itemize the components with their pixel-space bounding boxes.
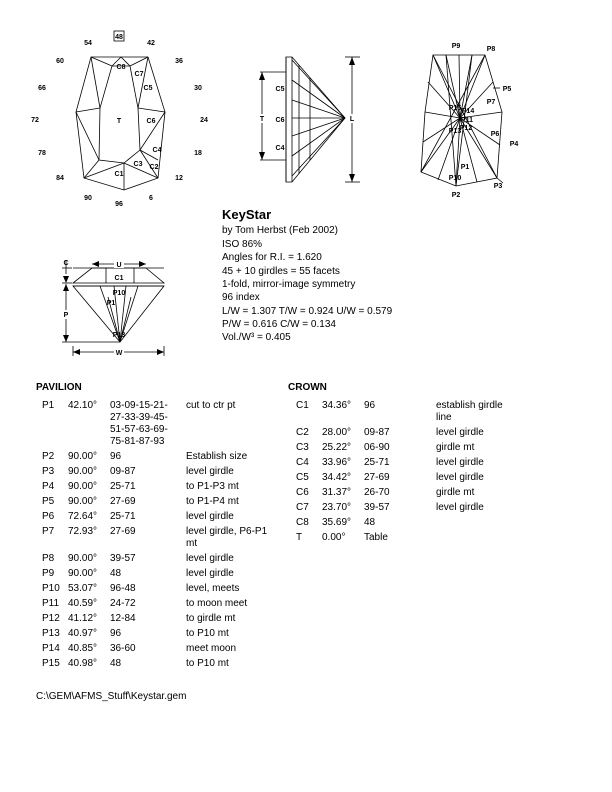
index-label: 30 [194,85,202,92]
facet-row [42,598,276,613]
facet-index: 27-69 [364,472,390,483]
facet-row [42,451,276,466]
facet-note: to moon meet [186,598,248,609]
facet-facet: P12 [42,613,60,624]
facet-note: girdle mt [436,487,475,498]
side-label-t: T [259,116,265,123]
facet-label-c2: C2 [149,164,159,171]
facet-label-c3: C3 [133,161,143,168]
pav-label-p13: P13 [448,128,462,135]
profile-label-p10: P10 [112,290,126,297]
pav-label-p8: P8 [486,46,496,53]
pav-label-p12: P12 [459,125,473,132]
facet-facet: P1 [42,400,55,411]
index-label: 84 [56,175,64,182]
facet-index: 26-70 [364,487,390,498]
facet-facet: P10 [42,583,60,594]
pav-label-p10: P10 [448,175,462,182]
pav-label-p3: P3 [493,183,503,190]
pav-label-p5: P5 [502,86,512,93]
facet-facet: P11 [42,598,60,609]
facet-angle: 0.00° [322,532,346,543]
facet-label-c1: C1 [114,171,124,178]
facet-angle: 23.70° [322,502,352,513]
crown-heading: CROWN [288,382,327,393]
info-line: L/W = 1.307 T/W = 0.924 U/W = 0.579 [222,306,393,317]
facet-label-c7: C7 [134,71,144,78]
facet-facet: C5 [296,472,309,483]
facet-row [42,553,276,568]
facet-note: level girdle [186,553,234,564]
index-label: 96 [115,201,123,208]
facet-angle: 31.37° [322,487,352,498]
facet-note: to P1-P4 mt [186,496,239,507]
facet-facet: C6 [296,487,309,498]
pav-label-p14: P14 [461,108,475,115]
facet-angle: 34.36° [322,400,352,411]
index-label: 78 [38,150,46,157]
pavilion-table [42,400,276,673]
side-label-l: L [349,116,355,123]
facet-note: level girdle [186,466,234,477]
facet-facet: C4 [296,457,309,468]
pavilion-face-diagram [415,38,525,203]
facet-index: 06-90 [364,442,390,453]
facet-index: 96 [364,400,376,411]
facet-row [296,457,526,472]
facet-index: 25-71 [364,457,390,468]
profile-label-c: C [63,260,69,267]
facet-index: 25-71 [110,511,136,522]
facet-row [296,472,526,487]
facet-facet: P6 [42,511,55,522]
facet-index: 48 [364,517,376,528]
facet-facet: C1 [296,400,309,411]
facet-row [42,643,276,658]
side-elevation-diagram [255,50,370,190]
facet-angle: 90.00° [68,466,98,477]
profile-label-u: U [116,262,122,269]
facet-angle: 72.64° [68,511,98,522]
facet-angle: 53.07° [68,583,98,594]
index-label: 48 [115,34,123,41]
pav-label-p9: P9 [451,43,461,50]
profile-label-p: P [63,312,69,319]
facet-facet: P3 [42,466,55,477]
facet-angle: 72.93° [68,526,98,537]
info-line: by Tom Herbst (Feb 2002) [222,225,338,236]
facet-index: 03-09-15-21- 27-33-39-45- 51-57-63-69- 75-81-87-93 [110,400,168,447]
pav-label-p11: P11 [460,117,474,124]
facet-note: to girdle mt [186,613,236,624]
side-label-c4: C4 [275,145,285,152]
facet-note: level girdle [436,457,484,468]
index-label: 36 [175,58,183,65]
facet-facet: C7 [296,502,309,513]
facet-index: 25-71 [110,481,136,492]
facet-note [436,532,526,547]
facet-index: 36-60 [110,643,136,654]
facet-row [296,427,526,442]
facet-index: 39-57 [364,502,390,513]
facet-index: 48 [110,658,122,669]
index-label: 42 [147,40,155,47]
facet-angle: 34.42° [322,472,352,483]
pav-label-p7: P7 [486,99,496,106]
index-label: 72 [31,117,39,124]
facet-angle: 90.00° [68,496,98,507]
profile-label-p1: P1 [106,300,116,307]
facet-label-t: T [116,118,122,125]
facet-index: 12-84 [110,613,136,624]
facet-row [42,628,276,643]
facet-note: cut to ctr pt [186,400,236,411]
index-label: 18 [194,150,202,157]
profile-label-p13: P13 [112,332,126,339]
facet-note: girdle mt [436,442,475,453]
facet-note: establish girdle line [436,400,503,423]
facet-row [42,568,276,583]
info-line: 1-fold, mirror-image symmetry [222,279,356,290]
profile-label-c1: C1 [114,275,124,282]
facet-angle: 41.12° [68,613,98,624]
facet-facet: C3 [296,442,309,453]
facet-note: level, meets [186,583,240,594]
info-line: 45 + 10 girdles = 55 facets [222,266,340,277]
pav-label-p1: P1 [460,164,470,171]
index-label: 66 [38,85,46,92]
facet-note: level girdle [436,472,484,483]
pav-label-p15: P15 [448,105,462,112]
facet-label-c8: C8 [116,64,126,71]
table-outline [99,66,140,163]
facet-facet: P8 [42,553,55,564]
index-label: 54 [84,40,92,47]
facet-note: meet moon [186,643,237,654]
facet-angle: 90.00° [68,568,98,579]
facet-row [296,532,526,547]
facet-note: to P10 mt [186,628,229,639]
facet-row [42,658,276,673]
info-line: Angles for R.I. = 1.620 [222,252,322,263]
facet-index: 27-69 [110,496,136,507]
facet-index: 96 [110,628,122,639]
facet-index: 09-87 [364,427,390,438]
facet-facet: P15 [42,658,60,669]
facet-angle: 28.00° [322,427,352,438]
facet-facet: P4 [42,481,55,492]
facet-angle: 35.69° [322,517,352,528]
facet-row [296,442,526,457]
side-label-c5: C5 [275,86,285,93]
facet-angle: 25.22° [322,442,352,453]
info-line: ISO 86% [222,239,263,250]
facet-row [42,526,276,553]
facet-note: to P10 mt [186,658,229,669]
facet-angle: 40.98° [68,658,98,669]
facet-note: Establish size [186,451,248,462]
facet-row [296,400,526,427]
crown-table [296,400,526,547]
facet-angle: 40.97° [68,628,98,639]
facet-angle: 42.10° [68,400,98,411]
facet-row [42,466,276,481]
info-line: 96 index [222,292,260,303]
facet-note [436,517,526,532]
pav-label-p4: P4 [509,141,519,148]
facet-note: to P1-P3 mt [186,481,239,492]
index-label: 90 [84,195,92,202]
facet-facet: T [296,532,303,543]
facet-label-c5: C5 [143,85,153,92]
crown-face-diagram [25,28,225,213]
index-label: 60 [56,58,64,65]
facet-facet: P14 [42,643,60,654]
facet-label-c4: C4 [152,147,162,154]
facet-index: Table [364,532,388,543]
facet-note: level girdle [436,427,484,438]
facet-note: level girdle [186,568,234,579]
facet-row [42,583,276,598]
facet-index: 27-69 [110,526,136,537]
facet-angle: 90.00° [68,553,98,564]
profile-diagram [55,253,190,363]
facet-angle: 90.00° [68,481,98,492]
info-line: P/W = 0.616 C/W = 0.134 [222,319,336,330]
facet-angle: 40.85° [68,643,98,654]
facet-label-c6: C6 [146,118,156,125]
side-label-c6: C6 [275,117,285,124]
facet-facet: P5 [42,496,55,507]
facet-facet: P9 [42,568,55,579]
pav-label-p2: P2 [451,192,461,199]
facet-row [42,511,276,526]
facet-facet: C8 [296,517,309,528]
index-label: 24 [200,117,208,124]
facet-facet: P2 [42,451,55,462]
design-title: KeyStar [222,207,272,222]
facet-note: level girdle, P6-P1 mt [186,526,268,549]
facet-row [42,400,276,451]
facet-row [42,613,276,628]
facet-index: 96 [110,451,122,462]
facet-row [296,487,526,502]
profile-label-w: W [115,350,123,357]
facet-angle: 40.59° [68,598,98,609]
file-path: C:\GEM\AFMS_Stuff\Keystar.gem [36,691,187,702]
facet-index: 96-48 [110,583,136,594]
facet-row [42,496,276,511]
index-label: 12 [175,175,183,182]
facet-index: 24-72 [110,598,136,609]
pav-label-p6: P6 [490,131,500,138]
facet-row [42,481,276,496]
info-line: Vol./W³ = 0.405 [222,332,291,343]
facet-angle: 90.00° [68,451,98,462]
facet-index: 09-87 [110,466,136,477]
facet-row [296,502,526,517]
pavilion-heading: PAVILION [36,382,82,393]
facet-note: level girdle [186,511,234,522]
facet-angle: 33.96° [322,457,352,468]
facet-index: 48 [110,568,122,579]
facet-note: level girdle [436,502,484,513]
facet-facet: C2 [296,427,309,438]
index-label: 6 [149,195,153,202]
facet-row [296,517,526,532]
facet-facet: P7 [42,526,55,537]
facet-facet: P13 [42,628,60,639]
facet-index: 39-57 [110,553,136,564]
